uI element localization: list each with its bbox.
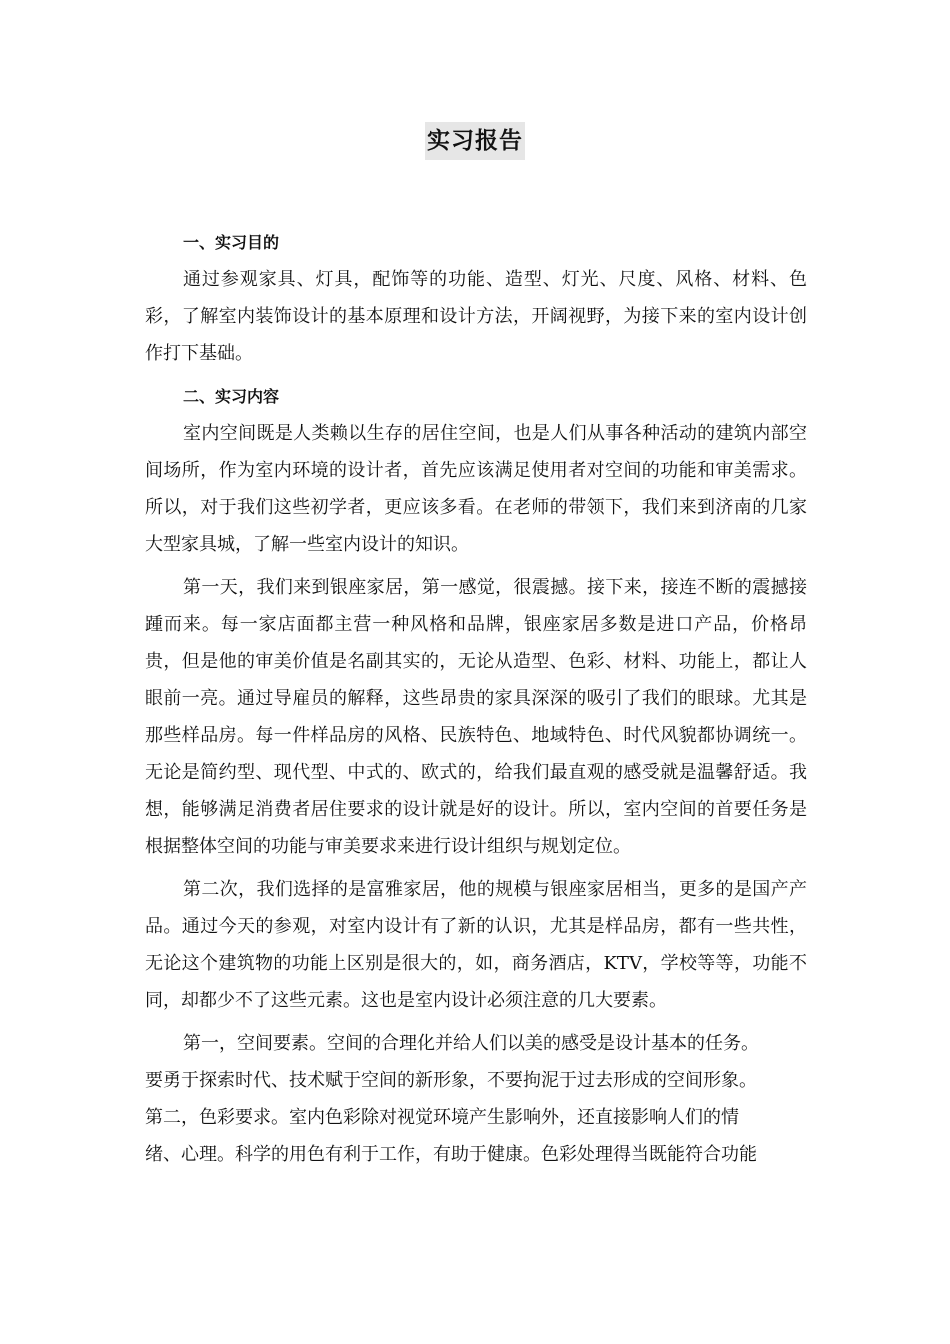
document-title-text: 实习报告 [425,122,525,160]
content-paragraph-elements [145,1025,807,1173]
content-paragraph-intro: 室内空间既是人类赖以生存的居住空间，也是人们从事各种活动的建筑内部空间场所，作为室内环境的设计者，首先应该满足使用者对空间的功能和审美需求。所以，对于我们这些初学者，更应该多看。在老师的带领下，我们来到济南的几家大型家具城，了解一些室内设计的知识。 [145,423,807,555]
elements-line: 第二，色彩要求。室内色彩除对视觉环境产生影响外，还直接影响人们的情 [145,1107,739,1128]
document-body [145,224,807,1173]
content-paragraph-day-one: 第一天，我们来到银座家居，第一感觉，很震撼。接下来，接连不断的震撼接踵而来。每一家店面都主营一种风格和品牌，银座家居多数是进口产品，价格昂贵，但是他的审美价值是名副其实的，无论从造型、色彩、材料、功能上，都让人眼前一亮。通过导雇员的解释，这些昂贵的家具深深的吸引了我们的眼球。尤其是那些样品房。每一件样品房的风格、民族特色、地域特色、时代风貌都协调统一。无论是简约型、现代型、中式的、欧式的，给我们最直观的感受就是温馨舒适。我想，能够满足消费者居住要求的设计就是好的设计。所以，室内空间的首要任务是根据整体空间的功能与审美要求来进行设计组织与规划定位。 [145,577,807,857]
elements-line: 绪、心理。科学的用色有利于工作，有助于健康。色彩处理得当既能符合功能 [145,1144,757,1165]
section-heading-purpose: 一、实习目的 [183,233,280,252]
elements-line: 第一，空间要素。空间的合理化并给人们以美的感受是设计基本的任务。 [183,1033,759,1054]
elements-line: 要勇于探索时代、技术赋于空间的新形象，不要拘泥于过去形成的空间形象。 [145,1070,757,1091]
section-heading-content: 二、实习内容 [183,387,280,406]
content-paragraph-second-visit: 第二次，我们选择的是富雅家居，他的规模与银座家居相当，更多的是国产产品。通过今天的参观，对室内设计有了新的认识，尤其是样品房，都有一些共性，无论这个建筑物的功能上区别是很大的，如，商务酒店，KTV，学校等等，功能不同，却都少不了这些元素。这也是室内设计必须注意的几大要素。 [145,879,807,1011]
purpose-paragraph: 通过参观家具、灯具，配饰等的功能、造型、灯光、尺度、风格、材料、色彩，了解室内装饰设计的基本原理和设计方法，开阔视野，为接下来的室内设计创作打下基础。 [145,269,807,364]
document-title [0,122,950,160]
